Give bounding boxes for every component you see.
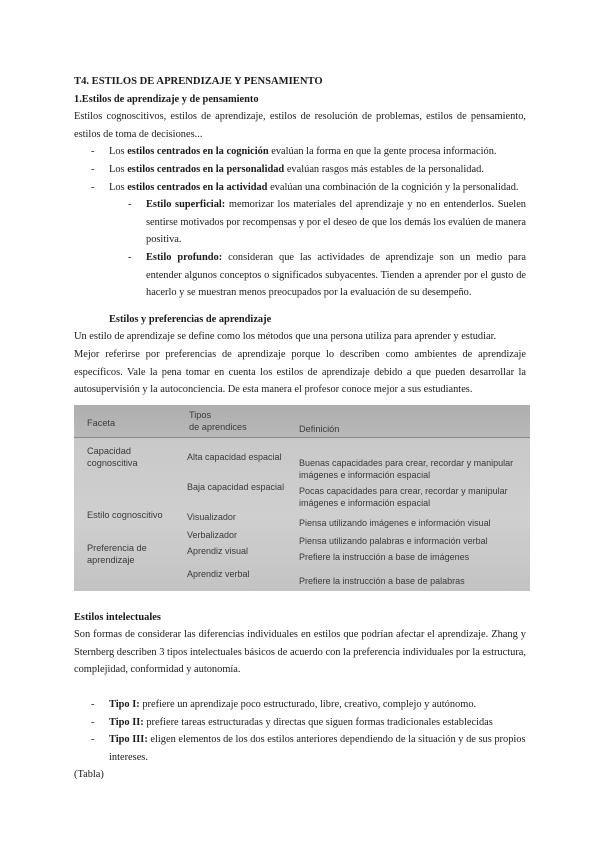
faceta-cell: aprendizaje: [87, 554, 135, 565]
definicion-cell: Prefiere la instrucción a base de imágenes: [299, 551, 470, 562]
list-item: - Tipo III: eligen elementos de los dos estilos anteriores dependiendo de la situación y de sus propios intereses.: [74, 731, 526, 766]
document-title: T4. ESTILOS DE APRENDIZAJE Y PENSAMIENTO: [74, 76, 323, 87]
section-heading-preferencias: Estilos y preferencias de aprendizaje: [109, 313, 272, 325]
tabla-note: (Tabla): [74, 769, 104, 781]
tipo-cell: Alta capacidad espacial: [187, 451, 282, 462]
activity-styles-sublist: [110, 196, 526, 302]
photographed-table: [74, 405, 530, 591]
definicion-cell: Piensa utilizando palabras e información verbal: [299, 535, 488, 546]
header-definicion: Definición: [299, 423, 340, 434]
tipo-cell: Verbalizador: [187, 529, 238, 540]
definicion-cell: Pocas capacidades para crear, recordar y manipular: [299, 485, 508, 496]
faceta-cell: Estilo cognoscitivo: [87, 509, 163, 520]
tipo-cell: Visualizador: [187, 511, 236, 522]
faceta-cell: cognoscitiva: [87, 457, 138, 468]
tipo-cell: Aprendiz visual: [187, 545, 249, 556]
definicion-cell: Buenas capacidades para crear, recordar y manipular: [299, 457, 514, 468]
list-item: - Los estilos centrados en la actividad evalúan una combinación de la cognición y la personalidad.: [74, 179, 526, 197]
list-item: - Tipo II: prefiere tareas estructuradas y directas que siguen formas tradicionales establecidas: [74, 714, 526, 732]
header-tipos-2: de aprendices: [189, 421, 247, 432]
paragraph: Un estilo de aprendizaje se define como los métodos que una persona utiliza para aprender y estudiar.: [74, 331, 497, 343]
paragraph: Son formas de considerar las diferencias individuales en estilos que podrían afectar el aprendizaje. Zhang y Sternberg describen 3 tipos intelectuales básicos de acuerdo con la preferencia individuales por la estructura, complejidad, conformidad y autonomía.: [74, 629, 526, 676]
definicion-cell: Prefiere la instrucción a base de palabras: [299, 575, 465, 586]
divider: [74, 437, 530, 438]
section-heading-intelectuales: Estilos intelectuales: [74, 611, 161, 623]
definicion-cell: imágenes e información espacial: [299, 469, 431, 480]
header-tipos: Tipos: [189, 409, 212, 420]
section-heading-estilos: 1.Estilos de aprendizaje y de pensamiento: [74, 93, 259, 105]
faceta-cell: Capacidad: [87, 445, 131, 456]
intro-paragraph: Estilos cognoscitivos, estilos de aprendizaje, estilos de resolución de problemas, estilos de pensamiento, estilos de toma de decisiones...: [74, 111, 526, 140]
tipo-cell: Aprendiz verbal: [187, 568, 250, 579]
paragraph: Mejor referirse por preferencias de aprendizaje porque lo describen como ambientes de aprendizaje específicos. Vale la pena tomar en cuenta los estilos de aprendizaje debido a que pueden desarrollar la autosupervisión y la autoconciencia. De esta manera el profesor conoce mejor a sus estudiantes.: [74, 348, 526, 396]
list-item: - Tipo I: prefiere un aprendizaje poco estructurado, libre, creativo, complejo y autónomo.: [74, 696, 526, 714]
document-content: [74, 73, 526, 784]
list-item: - Los estilos centrados en la personalidad evalúan rasgos más estables de la personalidad.: [74, 161, 526, 179]
styles-list: [74, 143, 526, 196]
list-item: - Estilo superficial: memorizar los materiales del aprendizaje y no en entenderlos. Suelen sentirse motivados por recompensas y por el deseo de que los demás los evalúen de manera positiva.: [110, 196, 526, 249]
list-item: - Los estilos centrados en la cognición evalúan la forma en que la gente procesa información.: [74, 143, 526, 161]
intellectual-types-list: [74, 696, 526, 766]
faceta-cell: Preferencia de: [87, 542, 147, 553]
tipo-cell: Baja capacidad espacial: [187, 481, 285, 492]
definicion-cell: imágenes e información espacial: [299, 497, 431, 508]
list-item: - Estilo profundo: consideran que las actividades de aprendizaje son un medio para entender algunos conceptos o significados subyacentes. Tienden a aprender por el gusto de hacerlo y se muestran menos preocupados por la evaluación de su desempeño.: [110, 249, 526, 302]
header-faceta: Faceta: [87, 417, 116, 428]
definicion-cell: Piensa utilizando imágenes e información visual: [299, 517, 491, 528]
